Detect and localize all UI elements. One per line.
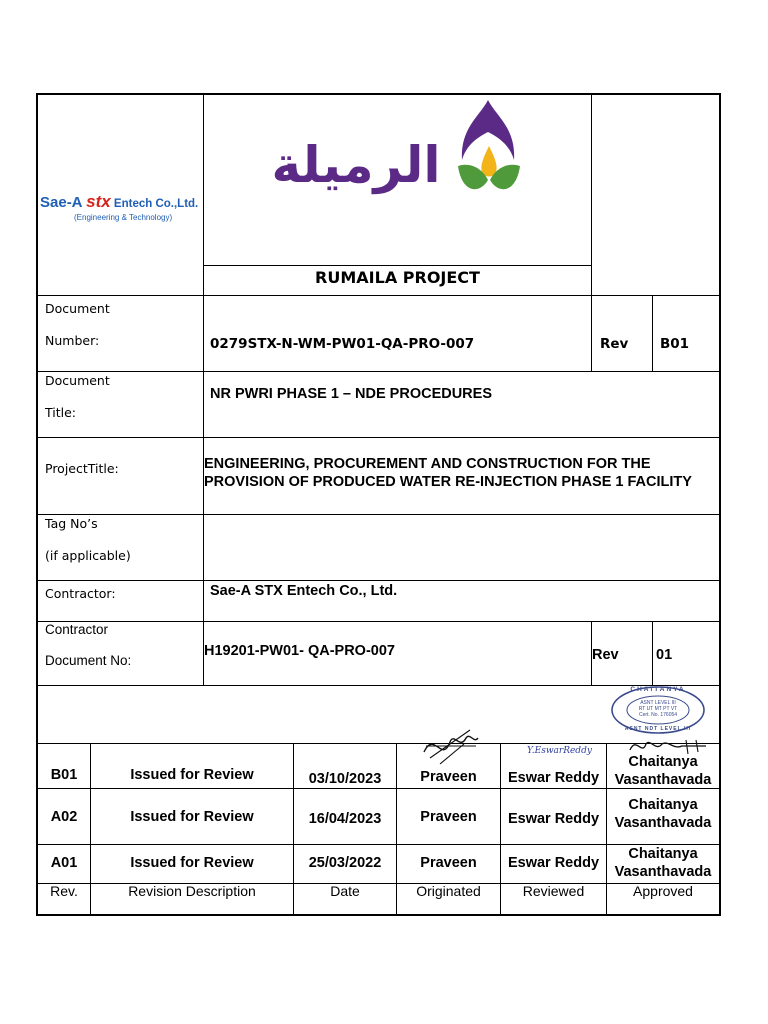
contractor-rev-value: 01 bbox=[656, 647, 673, 663]
approved-cell-1: Chaitanya bbox=[628, 797, 698, 813]
desc-cell: Issued for Review bbox=[130, 809, 254, 825]
stamp-line-3: Cert. No. 176054 bbox=[638, 712, 678, 718]
stamp-line-2: RT UT MT PT VT bbox=[638, 706, 678, 712]
logo-tagline: (Engineering & Technology) bbox=[74, 213, 173, 222]
contractor-doc-label-1: Contractor bbox=[45, 622, 109, 637]
approved-cell-1: Chaitanya bbox=[628, 754, 698, 770]
project-title-line-2: PROVISION OF PRODUCED WATER RE-INJECTION PHASE 1 FACILITY bbox=[204, 474, 692, 490]
contractor-rev-label: Rev bbox=[592, 647, 619, 663]
contractor-doc-label-2: Document No: bbox=[45, 653, 132, 668]
logo-brand-left: Sae-A bbox=[40, 194, 87, 211]
approved-cell-2: Vasanthavada bbox=[614, 772, 712, 788]
header-reviewed: Reviewed bbox=[522, 883, 585, 899]
flame-leaves-icon bbox=[450, 98, 530, 202]
date-cell: 03/10/2023 bbox=[308, 771, 382, 787]
doc-title-label-1: Document bbox=[45, 373, 110, 388]
reviewed-cell: Eswar Reddy bbox=[507, 770, 600, 786]
rev-cell: A01 bbox=[50, 855, 78, 871]
project-title-line-1: ENGINEERING, PROCUREMENT AND CONSTRUCTION FOR THE bbox=[204, 456, 651, 472]
originator-signature-icon bbox=[420, 724, 480, 768]
client-logo bbox=[262, 98, 532, 210]
stamp-bottom-text: ASNT NDT LEVEL III bbox=[624, 726, 692, 732]
approved-cell-2: Vasanthavada bbox=[614, 864, 712, 880]
orig-cell: Praveen bbox=[420, 809, 477, 825]
doc-number-label-2: Number: bbox=[45, 333, 100, 348]
header-approved: Approved bbox=[633, 883, 693, 899]
client-logo-arabic: الرميلة bbox=[271, 136, 441, 194]
orig-cell: Praveen bbox=[420, 769, 477, 785]
stamp-line-1: ASNT LEVEL III bbox=[640, 700, 676, 706]
reviewed-cell: Eswar Reddy bbox=[507, 855, 600, 871]
doc-title-label-2: Title: bbox=[45, 405, 76, 420]
contractor-value: Sae-A STX Entech Co., Ltd. bbox=[210, 583, 398, 599]
header-date: Date bbox=[330, 883, 360, 899]
rev-value: B01 bbox=[660, 336, 690, 352]
orig-cell: Praveen bbox=[420, 855, 477, 871]
rev-cell: A02 bbox=[50, 809, 78, 825]
desc-cell: Issued for Review bbox=[130, 767, 254, 783]
stamp-top-text: CHAITANYA bbox=[630, 686, 686, 693]
ndt-stamp bbox=[610, 685, 706, 735]
approved-cell-2: Vasanthavada bbox=[614, 815, 712, 831]
project-name: RUMAILA PROJECT bbox=[315, 268, 480, 287]
project-title-label: ProjectTitle: bbox=[45, 461, 119, 476]
contractor-doc-value: H19201-PW01- QA-PRO-007 bbox=[204, 643, 395, 659]
logo-brand-stx: stx bbox=[86, 192, 111, 211]
tag-label-1: Tag No’s bbox=[45, 516, 98, 531]
doc-title: NR PWRI PHASE 1 – NDE PROCEDURES bbox=[210, 386, 492, 402]
reviewer-signature: Y.EswarReddy bbox=[527, 746, 592, 756]
doc-number-label-1: Document bbox=[45, 301, 110, 316]
contractor-label: Contractor: bbox=[45, 586, 116, 601]
doc-number: 0279STX-N-WM-PW01-QA-PRO-007 bbox=[210, 336, 475, 352]
tag-label-2: (if applicable) bbox=[45, 548, 131, 563]
rev-label: Rev bbox=[600, 336, 629, 352]
rev-cell: B01 bbox=[50, 767, 78, 783]
logo-brand-right: Entech Co.,Ltd. bbox=[110, 198, 199, 210]
approved-cell-1: Chaitanya bbox=[628, 846, 698, 862]
header-desc: Revision Description bbox=[128, 883, 256, 899]
reviewed-cell: Eswar Reddy bbox=[507, 811, 600, 827]
desc-cell: Issued for Review bbox=[130, 855, 254, 871]
contractor-logo bbox=[40, 193, 205, 225]
header-rev: Rev. bbox=[50, 883, 78, 899]
date-cell: 25/03/2022 bbox=[308, 855, 382, 871]
header-originated: Originated bbox=[416, 883, 481, 899]
date-cell: 16/04/2023 bbox=[308, 811, 382, 827]
